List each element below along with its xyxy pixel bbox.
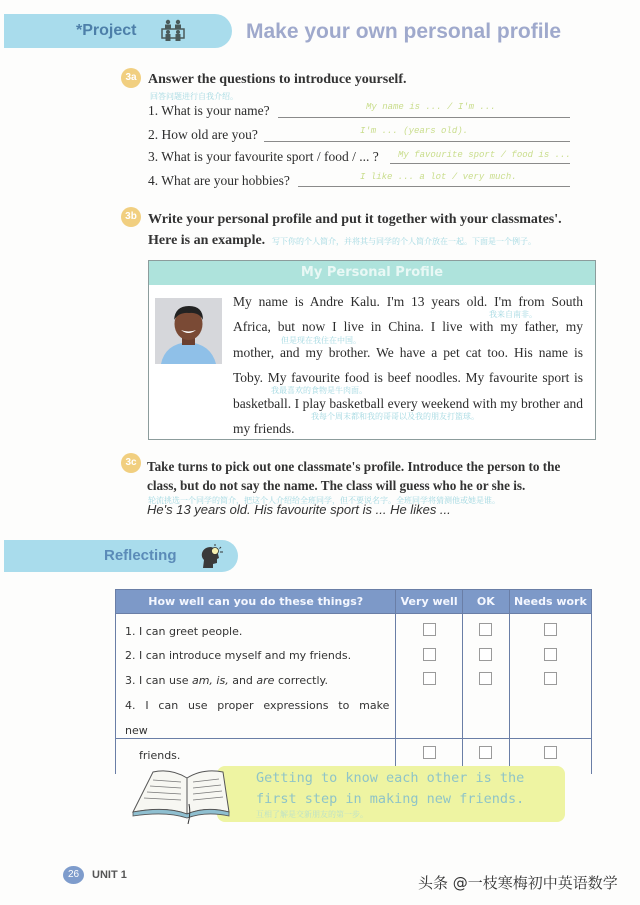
answer-line-2[interactable] xyxy=(264,141,570,142)
checkbox-needs-work-4[interactable] xyxy=(544,746,557,759)
table-row xyxy=(116,644,592,669)
self-assessment-table xyxy=(115,589,592,774)
reflecting-label: Reflecting xyxy=(104,547,177,564)
table-bottom-border xyxy=(115,738,592,739)
column-header-ok: OK xyxy=(462,590,509,614)
unit-label: UNIT 1 xyxy=(92,869,127,881)
checkbox-very-well-4[interactable] xyxy=(423,746,436,759)
row-label-4 xyxy=(116,693,396,774)
task-3c-instruction-line2: class, but do not say the name. The class will guess who he or she is. xyxy=(147,478,526,493)
profile-card-header xyxy=(149,261,595,285)
answer-hint-2: I'm ... (years old). xyxy=(360,126,469,136)
row-label-1: 1. I can greet people. xyxy=(116,614,396,644)
checkbox-ok-1[interactable] xyxy=(479,623,492,636)
task-3a-instruction-cn: 回答问题进行自我介绍。 xyxy=(150,92,238,101)
question-2: 2. How old are you? xyxy=(148,127,258,142)
task-3b-instruction-line2: Here is an example. xyxy=(148,233,266,248)
row-3-text-and: and xyxy=(228,673,257,687)
quote-text-cn: 互相了解是交新朋友的第一步。 xyxy=(256,810,368,819)
task-badge-3a: 3a xyxy=(121,68,141,88)
task-badge-3b: 3b xyxy=(121,207,141,227)
task-3c-instruction-cn: 轮流挑选一个同学的简介，把这个人介绍给全班同学，但不要说名字。全班同学将猜测他或她是谁。 xyxy=(148,496,500,505)
row-label-3 xyxy=(116,668,396,693)
student-photo xyxy=(155,298,222,364)
row-4-text-line1: 4. I can use proper expressions to make new xyxy=(125,698,390,737)
row-3-text-b: correctly. xyxy=(274,673,328,687)
table-row xyxy=(116,668,592,693)
profile-card xyxy=(148,260,596,440)
checkbox-ok-2[interactable] xyxy=(479,648,492,661)
task-badge-3c: 3c xyxy=(121,453,141,473)
task-3b-instruction-line1: Write your personal profile and put it together with your classmates'. xyxy=(148,212,562,227)
task-3a-instruction: Answer the questions to introduce yourself. xyxy=(148,72,407,87)
task-3c-example: He's 13 years old. His favourite sport is ... He likes ... xyxy=(147,502,451,517)
answer-line-4[interactable] xyxy=(298,186,570,187)
answer-line-3[interactable] xyxy=(390,163,570,164)
question-4: 4. What are your hobbies? xyxy=(148,173,290,188)
profile-note-cn-4: 我每个周末都和我的哥哥以及我的朋友打篮球。 xyxy=(311,412,479,421)
section-label: *Project xyxy=(76,22,137,39)
task-3b-instruction-cn: 写下你的个人简介，并将其与同学的个人简介放在一起。下面是一个例子。 xyxy=(272,237,536,246)
profile-note-cn-2: 但是现在我住在中国。 xyxy=(281,336,361,345)
open-book-icon xyxy=(131,764,231,824)
row-label-2: 2. I can introduce myself and my friends. xyxy=(116,644,396,669)
row-4-text-line2: friends. xyxy=(139,748,181,762)
answer-hint-4: I like ... a lot / very much. xyxy=(360,172,517,182)
answer-line-1[interactable] xyxy=(278,117,570,118)
row-3-word-are: are xyxy=(256,673,275,687)
row-3-word-is: is, xyxy=(216,673,229,687)
profile-text: My name is Andre Kalu. I'm 13 years old. I'm from South Africa, but now I live in China. I live with my father, my mother, and my brother. We have a pet cat too. His name is Toby. My favourite food is beef noodles. My favourite sport is basketball. I play basketball every weekend with my brother and my friends. xyxy=(233,294,583,437)
row-3-text-a: 3. I can use xyxy=(125,673,192,687)
group-of-people-icon xyxy=(160,19,186,43)
checkbox-needs-work-3[interactable] xyxy=(544,672,557,685)
column-header-question: How well can you do these things? xyxy=(116,590,396,614)
task-3c-instruction-line1: Take turns to pick out one classmate's profile. Introduce the person to the xyxy=(147,459,561,474)
student-photo-illustration xyxy=(155,298,222,364)
row-3-word-am: am, xyxy=(191,673,213,687)
question-3: 3. What is your favourite sport / food / ... ? xyxy=(148,149,379,164)
checkbox-very-well-3[interactable] xyxy=(423,672,436,685)
checkbox-needs-work-2[interactable] xyxy=(544,648,557,661)
checkbox-very-well-2[interactable] xyxy=(423,648,436,661)
column-header-very-well: Very well xyxy=(396,590,462,614)
lightbulb-head-icon xyxy=(199,543,225,569)
question-1: 1. What is your name? xyxy=(148,103,270,118)
profile-note-cn-1: 我来自南非。 xyxy=(489,310,537,319)
checkbox-needs-work-1[interactable] xyxy=(544,623,557,636)
answer-hint-1: My name is ... / I'm ... xyxy=(366,102,496,112)
table-row xyxy=(116,614,592,644)
checkbox-ok-4[interactable] xyxy=(479,746,492,759)
profile-note-cn-3: 我最喜欢的食物是牛肉面。 xyxy=(271,386,367,395)
checkbox-ok-3[interactable] xyxy=(479,672,492,685)
quote-text: Getting to know each other is the first step in making new friends. xyxy=(256,770,525,807)
column-header-needs-work: Needs work xyxy=(509,590,591,614)
page-number: 26 xyxy=(63,866,84,884)
checkbox-very-well-1[interactable] xyxy=(423,623,436,636)
table-row xyxy=(116,693,592,774)
page-title: Make your own personal profile xyxy=(246,20,562,43)
watermark: 头条 @一枝寒梅初中英语数学 xyxy=(418,874,618,892)
answer-hint-3: My favourite sport / food is ... xyxy=(398,150,571,160)
profile-title: My Personal Profile xyxy=(300,265,444,280)
